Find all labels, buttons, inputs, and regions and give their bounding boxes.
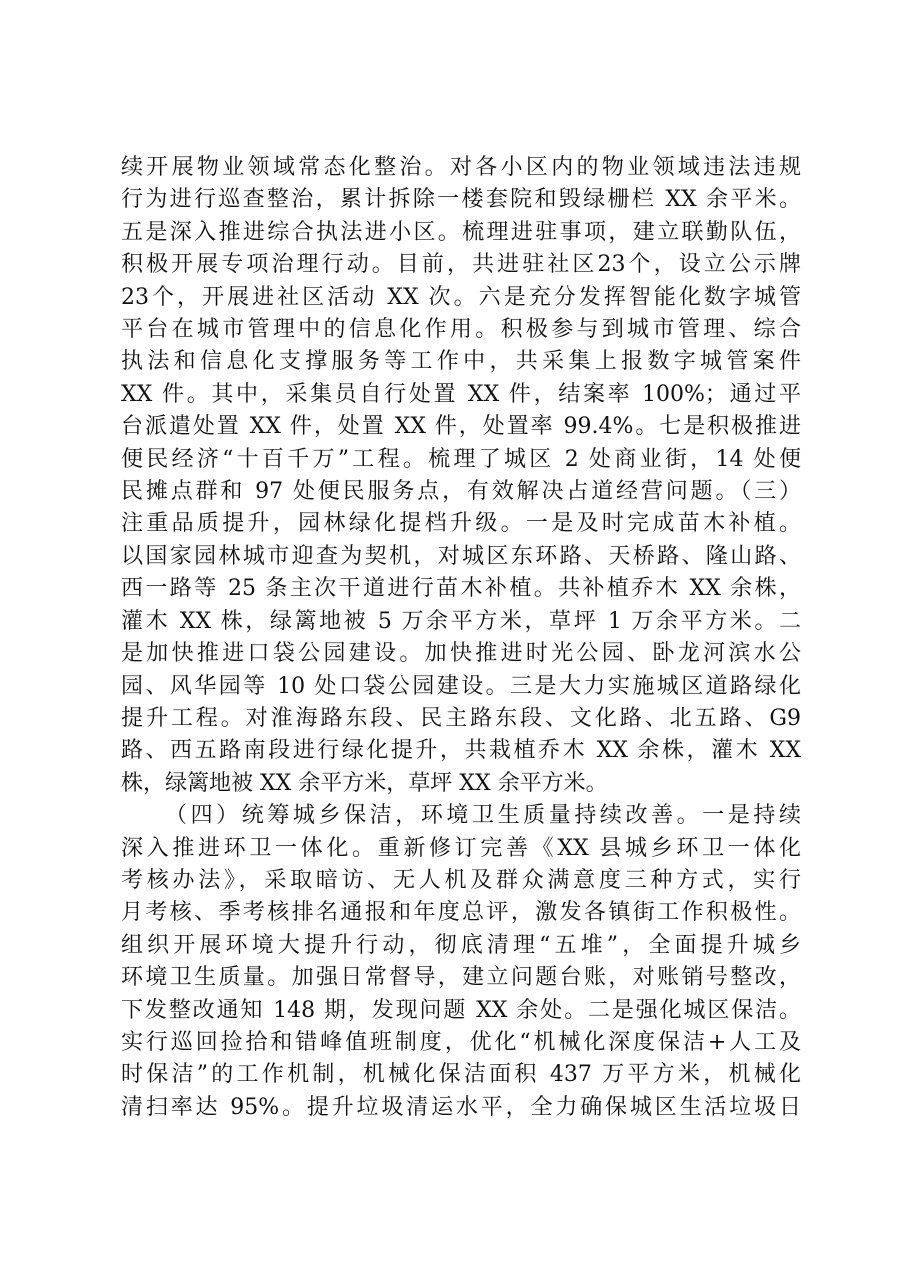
text-line: 平台在城市管理中的信息化作用。积极参与到城市管理、综合	[121, 317, 801, 343]
text-line: 以国家园林城市迎查为契机，对城区东环路、天桥路、隆山路、	[121, 543, 801, 569]
text-line: 是加快推进口袋公园建设。加快推进时光公园、卧龙河滨水公	[121, 641, 801, 667]
text-line: 路、西五路南段进行绿化提升，共栽植乔木 XX 余株，灌木 XX	[121, 738, 801, 764]
text-line: 注重品质提升，园林绿化提档升级。一是及时完成苗木补植。	[121, 511, 801, 537]
section-heading-line: （四）统筹城乡保洁，环境卫生质量持续改善。一是持续	[165, 803, 801, 829]
text-line: 便民经济“十百千万”工程。梳理了城区 2 处商业街，14 处便	[121, 446, 801, 472]
text-line: 西一路等 25 条主次干道进行苗木补植。共补植乔木 XX 余株，	[121, 576, 801, 602]
text-line: 23个，开展进社区活动 XX 次。六是充分发挥智能化数字城管	[121, 284, 801, 310]
text-line: 园、风华园等 10 处口袋公园建设。三是大力实施城区道路绿化	[121, 673, 801, 699]
text-line: 积极开展专项治理行动。目前，共进驻社区23个，设立公示牌	[121, 252, 801, 278]
text-line: 组织开展环境大提升行动，彻底清理“五堆”，全面提升城乡	[121, 932, 801, 958]
text-line: 灌木 XX 株，绿篱地被 5 万余平方米，草坪 1 万余平方米。二	[121, 608, 801, 634]
text-line: 月考核、季考核排名通报和年度总评，激发各镇街工作积极性。	[121, 900, 801, 926]
text-line: 时保洁”的工作机制，机械化保洁面积 437 万平方米，机械化	[121, 1062, 801, 1088]
text-line: 民摊点群和 97 处便民服务点，有效解决占道经营问题。（三）	[121, 479, 801, 505]
text-line: 续开展物业领域常态化整治。对各小区内的物业领域违法违规	[121, 155, 801, 180]
text-line: 下发整改通知 148 期，发现问题 XX 余处。二是强化城区保洁。	[121, 997, 801, 1023]
text-line: 清扫率达 95%。提升垃圾清运水平，全力确保城区生活垃圾日	[121, 1094, 801, 1120]
text-line: 行为进行巡查整治，累计拆除一楼套院和毁绿栅栏 XX 余平米。	[121, 187, 801, 213]
text-line: 执法和信息化支撑服务等工作中，共采集上报数字城管案件	[121, 349, 801, 375]
text-line: 台派遣处置 XX 件，处置 XX 件，处置率 99.4%。七是积极推进	[121, 414, 801, 440]
text-line: 提升工程。对淮海路东段、民主路东段、文化路、北五路、G9	[121, 705, 801, 731]
body-text	[121, 152, 801, 1124]
text-line: 考核办法》，采取暗访、无人机及群众满意度三种方式，实行	[121, 867, 801, 893]
text-line: 株，绿篱地被 XX 余平方米，草坪 XX 余平方米。	[121, 770, 608, 796]
text-line: 深入推进环卫一体化。重新修订完善《XX 县城乡环卫一体化	[121, 835, 801, 861]
text-line: 实行巡回捡拾和错峰值班制度，优化“机械化深度保洁+人工及	[121, 1029, 801, 1055]
text-line: XX 件。其中，采集员自行处置 XX 件，结案率 100%；通过平	[121, 381, 801, 407]
text-line: 五是深入推进综合执法进小区。梳理进驻事项，建立联勤队伍，	[121, 219, 801, 245]
text-line: 环境卫生质量。加强日常督导，建立问题台账，对账销号整改，	[121, 965, 801, 991]
